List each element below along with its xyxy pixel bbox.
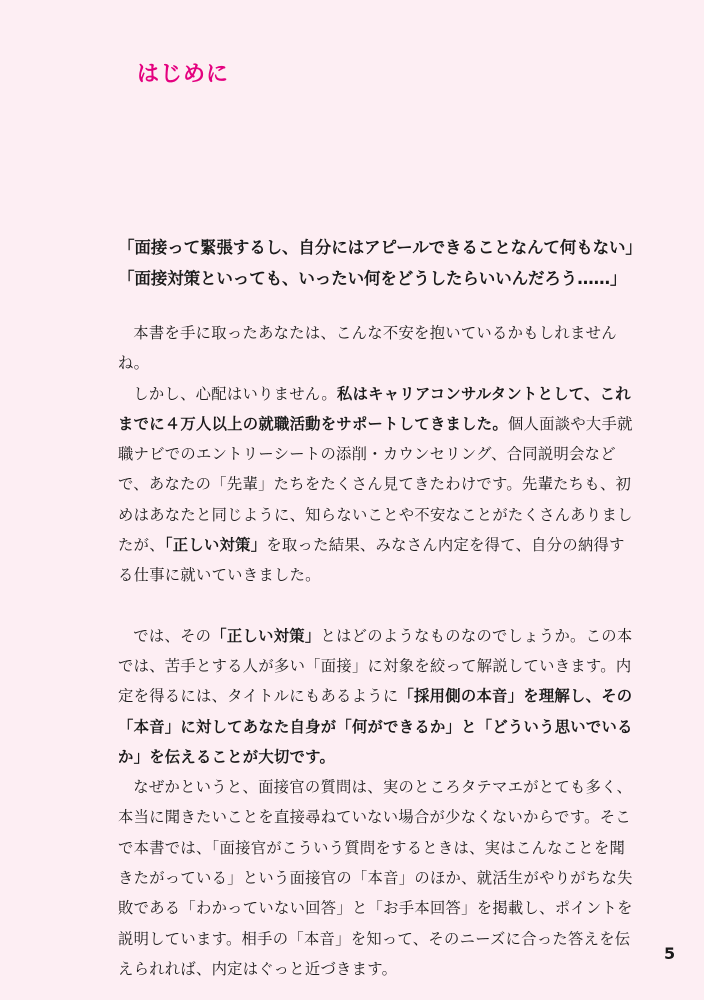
page-number: 5 [664,944,676,963]
emphasis-text: 私はキャリアコンサルタントとして、これまでに４万人以上の就職活動をサポートしてきました。 [118,384,631,433]
body-text [118,318,638,984]
text-run: 個人面談や大手就職ナビでのエントリーシートの添削・カウンセリング、合同説明会などで、あなたの「先輩」たちをたくさん見てきたわけです。先輩たちも、初めはあなたと同じように、知らないことや不安なことがたくさんありましたが、 [118,414,633,555]
paragraph [118,772,638,984]
text-run: しかし、心配はいりません。 [133,384,337,403]
emphasis-text: 「正しい対策」 [164,536,267,555]
text-run: を取った結果、みなさん内定を得て、自分の納得する仕事に就いていきました。 [118,536,625,585]
text-run: 本書を手に取ったあなたは、こんな不安を抱いているかもしれませんね。 [118,324,617,373]
quote-line: 「面接対策といっても、いったい何をどうしたらいいんだろう……」 [118,269,627,288]
text-run: では、その [133,626,212,645]
quote-line: 「面接って緊張するし、自分にはアピールできることなんて何もない」 [118,238,642,257]
emphasis-text: 「正しい対策」 [211,626,321,645]
paragraph [118,621,638,772]
emphasis-text: 「採用側の本音」を理解し、その「本音」に対してあなた自身が「何ができるか」と「どういう思いでいるか」を伝えることが大切です。 [118,687,633,766]
text-run: なぜかというと、面接官の質問は、実のところタテマエがとても多く、本当に聞きたいことを直接尋ねていない場合が少なくないからです。そこで本書では、「面接官がこういう質問をするときは、実はこんなことを聞きたがっている」という面接官の「本音」のほか、就活生がやりがちな失敗である「わかっていない回答」と「お手本回答」を掲載し、ポイントを説明しています。相手の「本音」を知って、そのニーズに合った答えを伝えられれば、内定はぐっと近づきます。 [118,778,633,978]
paragraph [118,318,638,379]
page-title: はじめに [137,62,230,87]
opening-quotes [118,232,678,294]
paragraph [118,379,638,591]
text-run: とはどのようなものなのでしょうか。この本では、苦手とする人が多い「面接」に対象を絞って解説していきます。内定を得るには、タイトルにもあるように [118,626,633,706]
